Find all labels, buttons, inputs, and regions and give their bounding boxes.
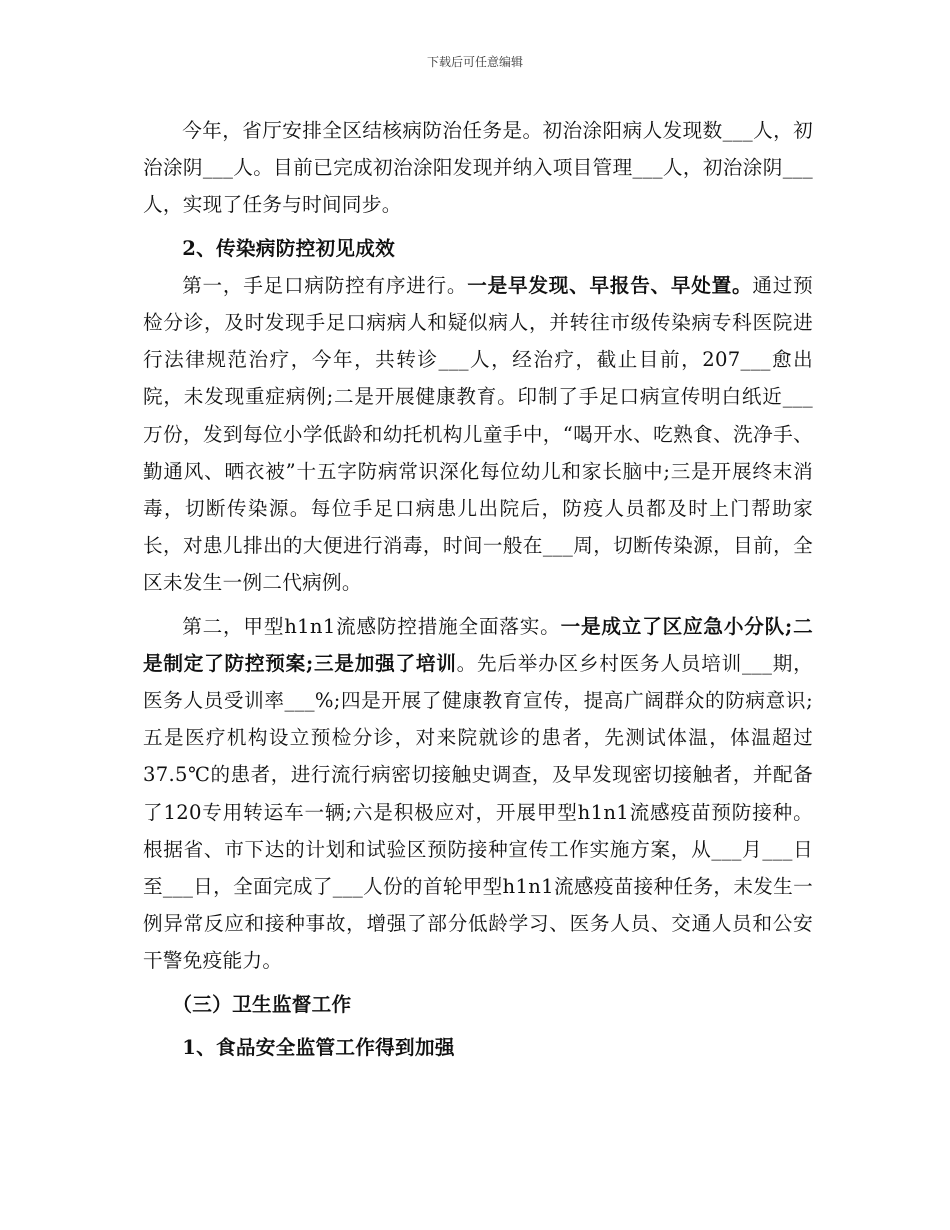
h1n1-body: 。先后举办区乡村医务人员培训___期，医务人员受训率___%;四是开展了健康教育宣传，提高广阔群众的防病意识;五是医疗机构设立预检分诊，对来院就诊的患者，先测试体温，体温超过37.5℃的患者，进行流行病密切接触史调查，及早发现密切接触者，并配备了120专用转运车一辆;六是积极应对，开展甲型h1n1流感疫苗预防接种。根据省、市下达的计划和试验区预防接种宣传工作实施方案，从___月___日至___日，全面完成了___人份的首轮甲型h1n1流感疫苗接种任务，未发生一例异常反应和接种事故，增强了部分低龄学习、医务人员、交通人员和公安干警免疫能力。 bbox=[143, 651, 813, 973]
hfmd-bold-lead: 一是早发现、早报告、早处置。 bbox=[467, 273, 753, 297]
document-body bbox=[143, 112, 813, 1066]
section-heading-health-supervision: （三）卫生监督工作 bbox=[172, 992, 352, 1016]
hfmd-lead: 第一，手足口病防控有序进行。 bbox=[182, 273, 468, 297]
paragraph-h1n1 bbox=[143, 608, 813, 980]
section-heading-infectious-disease: 2、传染病防控初见成效 bbox=[182, 236, 396, 260]
h1n1-bold-measures: 一是成立了区应急小分队;二是制定了防控预案;三是加强了培训 bbox=[143, 614, 813, 675]
hfmd-body: 通过预检分诊，及时发现手足口病病人和疑似病人，并转往市级传染病专科医院进行法律规范治疗，今年，共转诊___人，经治疗，截止目前，207___愈出院，未发现重症病例;二是开展健康教育。印制了手足口病宣传明白纸近___万份，发到每位小学低龄和幼托机构儿童手中，“喝开水、吃熟食、洗净手、勤通风、晒衣被”十五字防病常识深化每位幼儿和家长脑中;三是开展终末消毒，切断传染源。每位手足口病患儿出院后，防疫人员都及时上门帮助家长，对患儿排出的大便进行消毒，时间一般在___周，切断传染源，目前，全区未发生一例二代病例。 bbox=[143, 273, 813, 595]
h1n1-lead: 第二，甲型h1n1流感防控措施全面落实。 bbox=[182, 614, 561, 638]
paragraph-tb-tasks: 今年，省厅安排全区结核病防治任务是。初治涂阳病人发现数___人，初治涂阴___人。目前已完成初治涂阳发现并纳入项目管理___人，初治涂阴___人，实现了任务与时间同步。 bbox=[143, 119, 813, 217]
paragraph-hfmd bbox=[143, 267, 813, 602]
page-header: 下载后可任意编辑 bbox=[426, 55, 523, 69]
section-heading-food-safety: 1、食品安全监管工作得到加强 bbox=[182, 1035, 455, 1059]
